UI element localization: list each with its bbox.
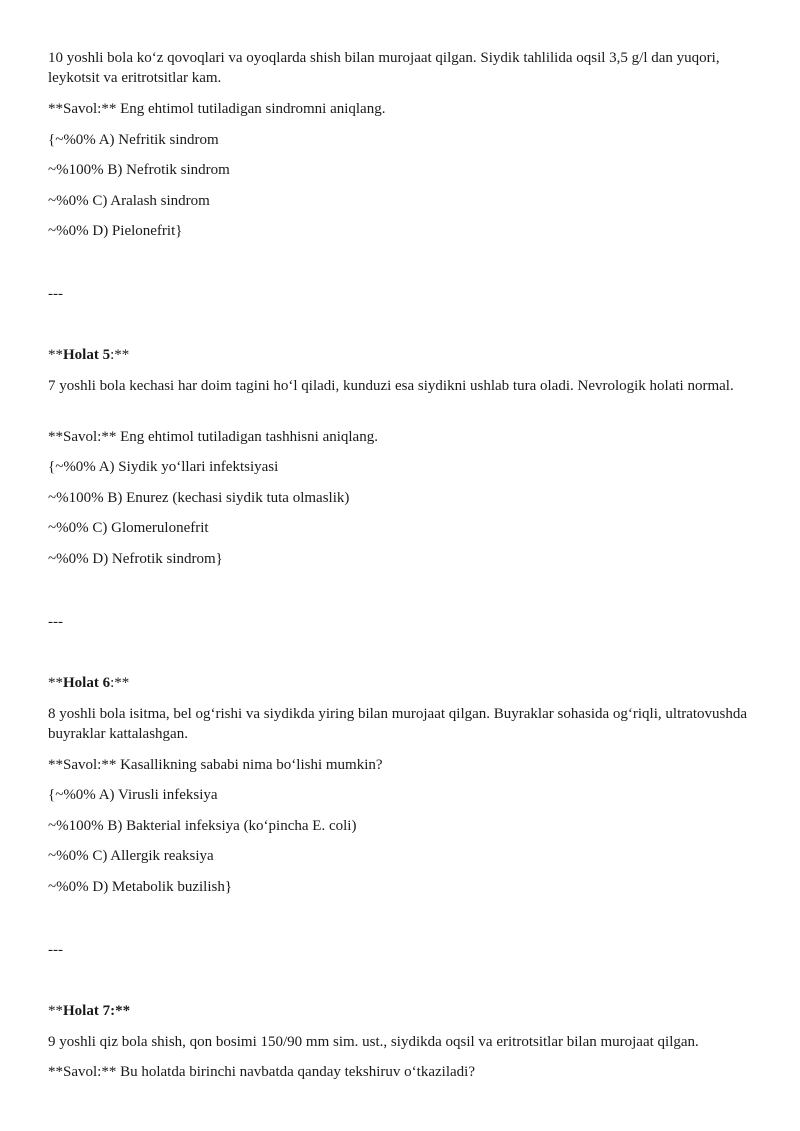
question: **Savol:** Eng ehtimol tutiladigan sindromni aniqlang. — [48, 101, 386, 117]
heading-prefix: ** — [48, 347, 63, 363]
answer-option-d: ~%0% D) Nefrotik sindrom} — [48, 551, 223, 567]
heading-prefix: ** — [48, 675, 63, 691]
answer-option-b: ~%100% B) Bakterial infeksiya (koʻpincha E. coli) — [48, 818, 357, 834]
case-text: 9 yoshli qiz bola shish, qon bosimi 150/90 mm sim. ust., siydikda oqsil va eritrotsitlar bilan murojaat qilgan. — [48, 1034, 699, 1050]
heading-title: Holat 6 — [63, 675, 111, 691]
question: **Savol:** Kasallikning sababi nima boʻlishi mumkin? — [48, 757, 383, 773]
answer-option-a: {~%0% A) Virusli infeksiya — [48, 787, 218, 803]
answer-option-b: ~%100% B) Enurez (kechasi siydik tuta olmaslik) — [48, 490, 350, 506]
answer-option-a: {~%0% A) Nefritik sindrom — [48, 132, 219, 148]
case-heading — [48, 673, 760, 693]
heading-title: Holat 5 — [63, 347, 111, 363]
answer-option-c: ~%0% C) Allergik reaksiya — [48, 848, 214, 864]
answer-option-d: ~%0% D) Pielonefrit} — [48, 223, 183, 239]
answer-option-a: {~%0% A) Siydik yoʻllari infektsiyasi — [48, 459, 279, 475]
case-heading — [48, 1001, 760, 1021]
heading-prefix: ** — [48, 1003, 63, 1019]
question: **Savol:** Eng ehtimol tutiladigan tashhisni aniqlang. — [48, 429, 378, 445]
case-text: 10 yoshli bola koʻz qovoqlari va oyoqlarda shish bilan murojaat qilgan. Siydik tahlilida oqsil 3,5 g/l dan yuqori, leykotsit va eritrotsitlar kam. — [48, 50, 720, 86]
case-text: 7 yoshli bola kechasi har doim tagini hoʻl qiladi, kunduzi esa siydikni ushlab tura oladi. Nevrologik holati normal. — [48, 378, 734, 394]
case-heading — [48, 345, 760, 365]
answer-option-d: ~%0% D) Metabolik buzilish} — [48, 879, 233, 895]
heading-title: Holat 7:** — [63, 1003, 131, 1019]
answer-option-c: ~%0% C) Glomerulonefrit — [48, 520, 209, 536]
separator: --- — [48, 942, 63, 958]
answer-option-c: ~%0% C) Aralash sindrom — [48, 193, 210, 209]
separator: --- — [48, 614, 63, 630]
case-text: 8 yoshli bola isitma, bel ogʻrishi va siydikda yiring bilan murojaat qilgan. Buyraklar sohasida ogʻriqli, ultratovushda buyraklar kattalashgan. — [48, 706, 748, 742]
heading-suffix: :** — [110, 675, 130, 691]
separator: --- — [48, 286, 63, 302]
answer-option-b: ~%100% B) Nefrotik sindrom — [48, 162, 230, 178]
question: **Savol:** Bu holatda birinchi navbatda qanday tekshiruv oʻtkaziladi? — [48, 1064, 475, 1080]
heading-suffix: :** — [110, 347, 130, 363]
